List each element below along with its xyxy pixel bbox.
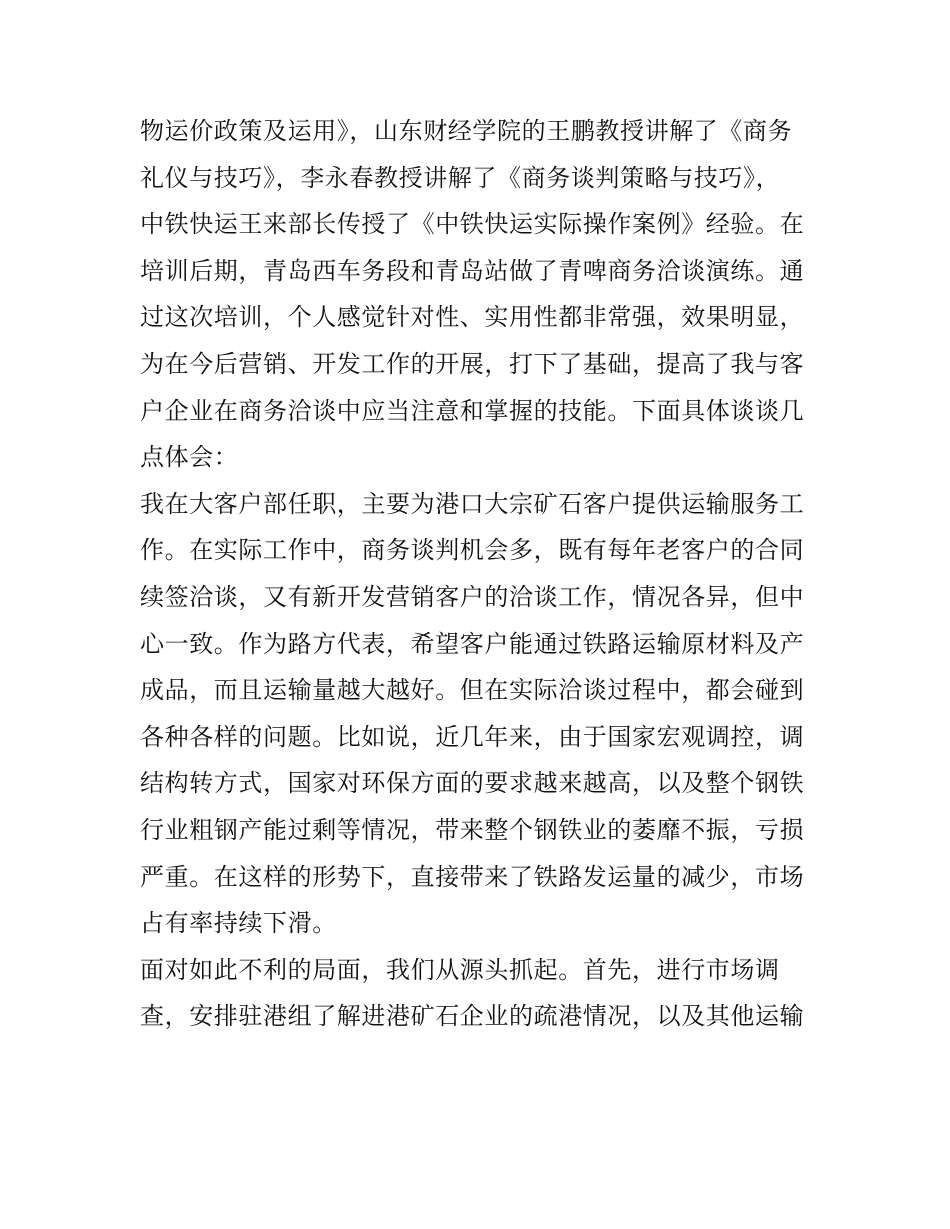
- text-line: 点体会：: [140, 443, 239, 472]
- text-line: 严重。在这样的形势下，直接带来了铁路发运量的减少，市场: [140, 862, 805, 891]
- text-line: 作。在实际工作中，商务谈判机会多，既有每年老客户的合同: [140, 536, 805, 565]
- text-line: 续签洽谈，又有新开发营销客户的洽谈工作，情况各异，但中: [140, 582, 805, 611]
- text-line: 各种各样的问题。比如说，近几年来，由于国家宏观调控，调: [140, 722, 805, 751]
- text-line: 物运价政策及运用》，山东财经学院的王鹏教授讲解了《商务: [140, 117, 793, 145]
- text-line: 过这次培训，个人感觉针对性、实用性都非常强，效果明显，: [140, 303, 805, 332]
- text-line: 为在今后营销、开发工作的开展，打下了基础，提高了我与客: [140, 349, 805, 378]
- text-line: 我在大客户部任职，主要为港口大宗矿石客户提供运输服务工: [140, 489, 805, 518]
- text-line: 面对如此不利的局面，我们从源头抓起。首先，进行市场调: [140, 955, 780, 984]
- text-line: 礼仪与技巧》，李永春教授讲解了《商务谈判策略与技巧》，: [140, 163, 781, 192]
- text-line: 心一致。作为路方代表，希望客户能通过铁路运输原材料及产: [140, 629, 805, 658]
- text-line: 户企业在商务洽谈中应当注意和掌握的技能。下面具体谈谈几: [140, 396, 805, 425]
- text-line: 结构转方式，国家对环保方面的要求越来越高，以及整个钢铁: [140, 769, 805, 798]
- text-line: 行业粗钢产能过剩等情况，带来整个钢铁业的萎靡不振，亏损: [140, 815, 805, 844]
- text-line: 占有率持续下滑。: [140, 909, 337, 938]
- document-body: [140, 108, 820, 1040]
- text-line: 培训后期，青岛西车务段和青岛站做了青啤商务洽谈演练。通: [140, 256, 805, 285]
- text-line: 查，安排驻港组了解进港矿石企业的疏港情况，以及其他运输: [140, 1002, 805, 1031]
- text-line: 中铁快运王来部长传授了《中铁快运实际操作案例》经验。在: [140, 210, 805, 239]
- text-line: 成品，而且运输量越大越好。但在实际洽谈过程中，都会碰到: [140, 676, 805, 705]
